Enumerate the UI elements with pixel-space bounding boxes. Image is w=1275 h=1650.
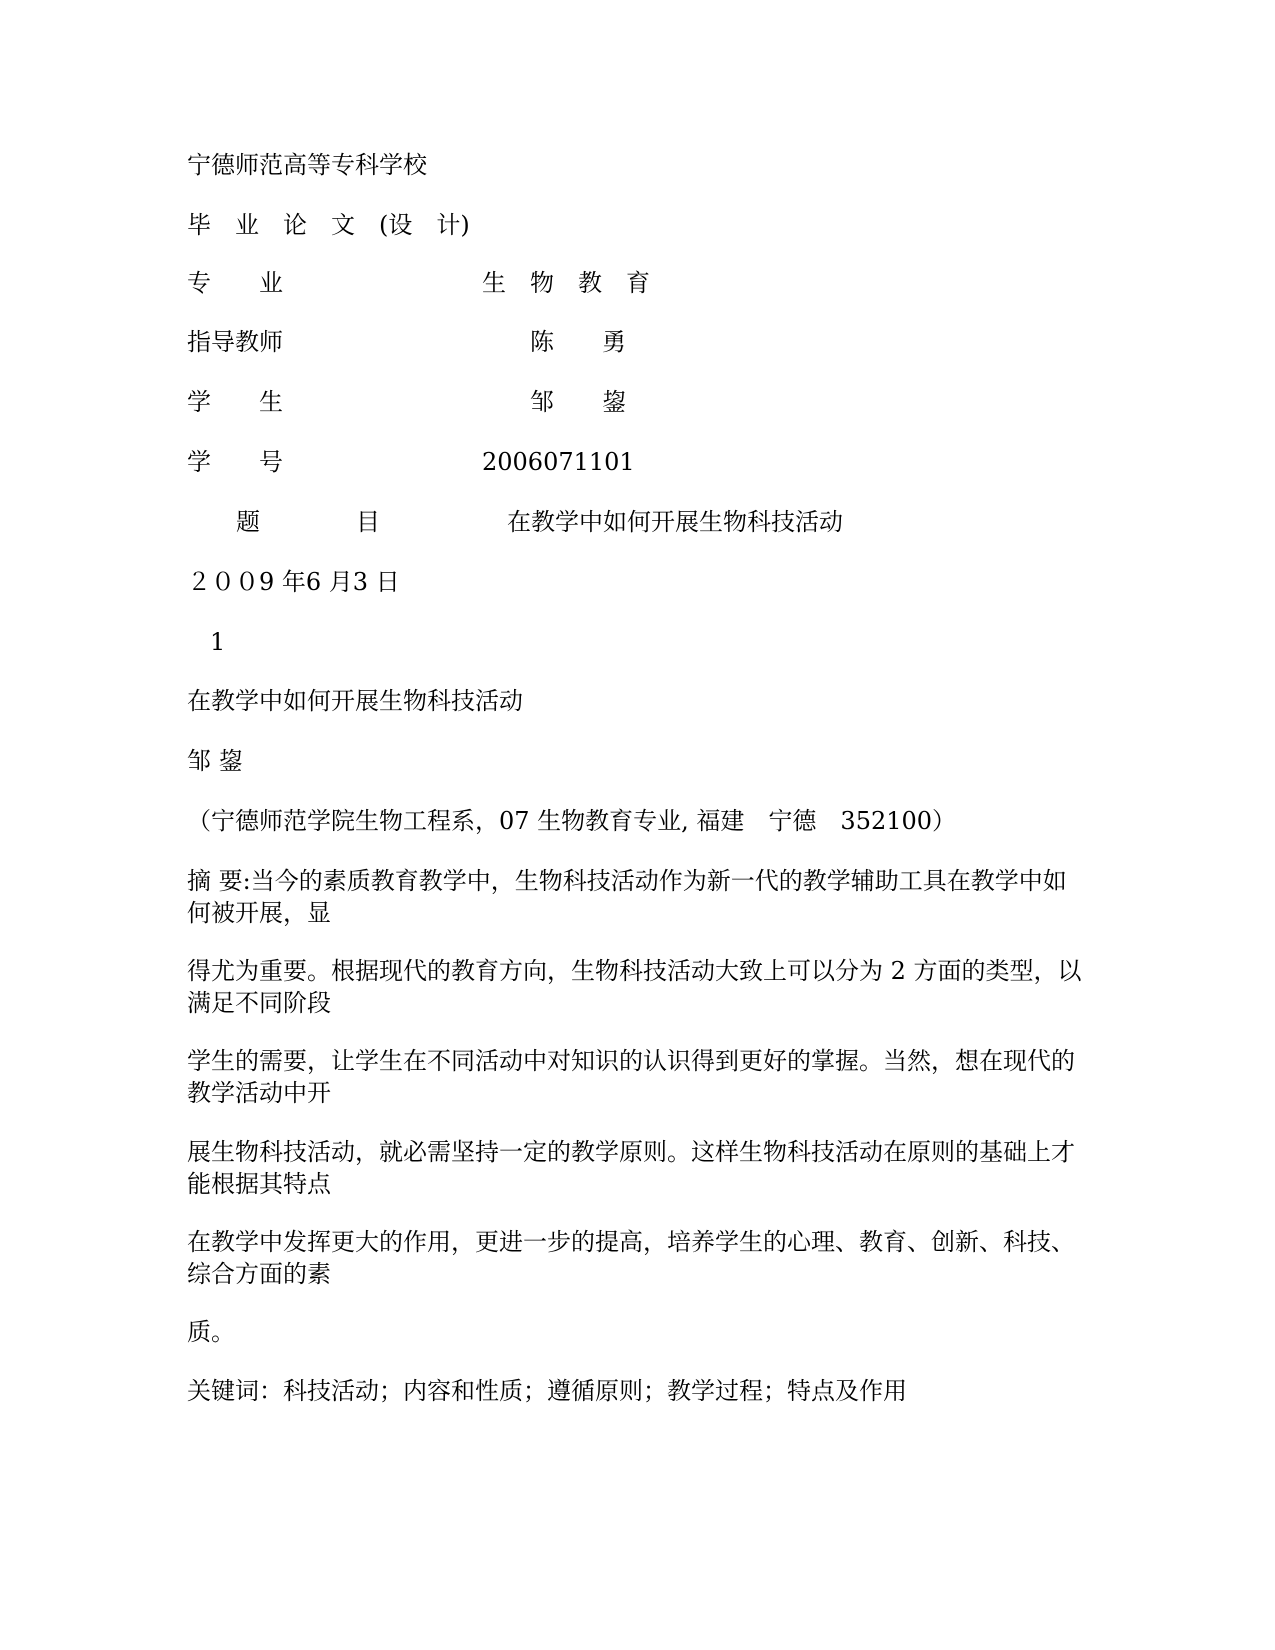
field-label: 指导教师 xyxy=(187,328,283,356)
keywords: 关键词：科技活动；内容和性质；遵循原则；教学过程；特点及作用 xyxy=(187,1377,907,1405)
cover-date: ２００9 年6 月3 日 xyxy=(187,568,400,596)
abstract-paragraph: 质。 xyxy=(187,1318,235,1346)
article-author: 邹 鋆 xyxy=(187,747,243,775)
field-label: 学 生 xyxy=(187,388,283,416)
abstract-paragraph: 学生的需要，让学生在不同活动中对知识的认识得到更好的掌握。当然，想在现代的教学活动中开 xyxy=(187,1047,1075,1107)
field-value: 在教学中如何开展生物科技活动 xyxy=(507,508,843,536)
thesis-type: 毕 业 论 文 (设 计) xyxy=(187,211,470,239)
field-label: 学 号 xyxy=(187,448,283,476)
field-value: 邹 鋆 xyxy=(530,388,626,416)
field-label: 专 业 xyxy=(187,269,283,297)
field-value: 陈 勇 xyxy=(530,328,626,356)
abstract-paragraph: 展生物科技活动，就必需坚持一定的教学原则。这样生物科技活动在原则的基础上才能根据其特点 xyxy=(187,1138,1075,1198)
field-label: 题 目 xyxy=(236,508,380,536)
article-title: 在教学中如何开展生物科技活动 xyxy=(187,687,523,715)
abstract-paragraph: 在教学中发挥更大的作用，更进一步的提高，培养学生的心理、教育、创新、科技、综合方面的素 xyxy=(187,1228,1075,1288)
field-value: 2006071101 xyxy=(482,448,635,476)
abstract-paragraph: 得尤为重要。根据现代的教育方向，生物科技活动大致上可以分为 2 方面的类型，以满足不同阶段 xyxy=(187,957,1082,1017)
school-name: 宁德师范高等专科学校 xyxy=(187,151,427,179)
abstract-paragraph: 摘 要:当今的素质教育教学中，生物科技活动作为新一代的教学辅助工具在教学中如何被开展，显 xyxy=(187,867,1067,927)
page-number: 1 xyxy=(210,628,226,656)
article-affiliation: （宁德师范学院生物工程系，07 生物教育专业, 福建 宁德 352100） xyxy=(187,807,957,835)
field-value: 生 物 教 育 xyxy=(482,269,650,297)
